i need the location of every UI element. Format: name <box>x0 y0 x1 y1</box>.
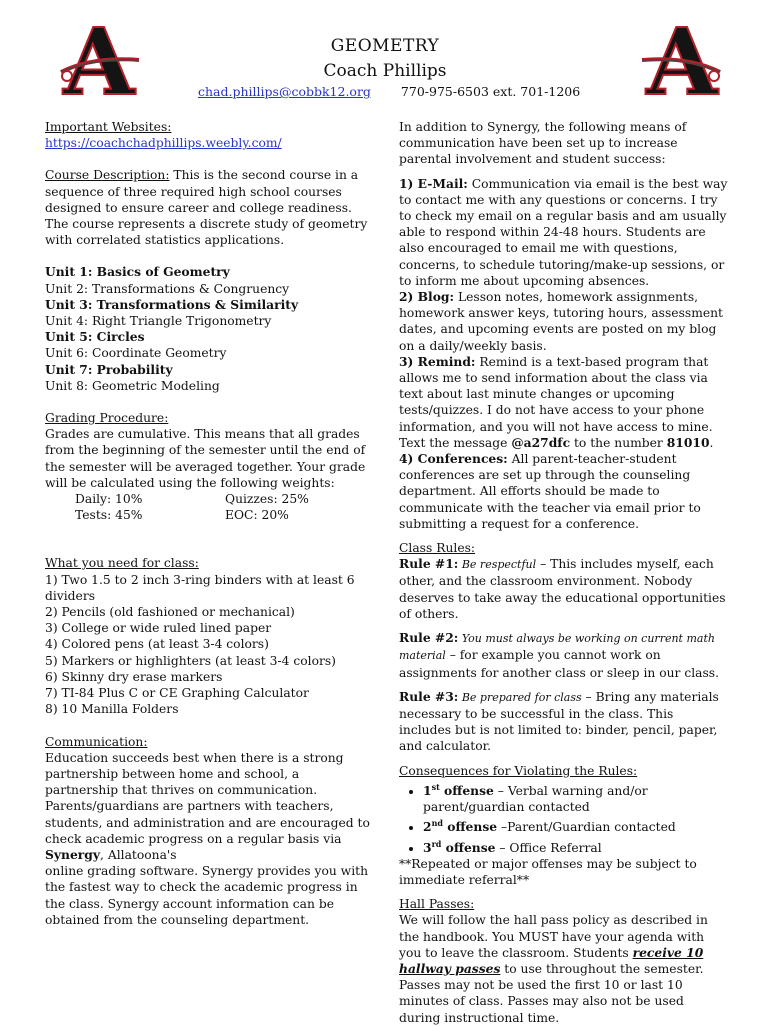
right-column <box>399 119 729 1026</box>
unit-item: Unit 4: Right Triangle Trigonometry <box>45 314 272 329</box>
rule-2: Rule #2: You must always be working on current math material – for example you cannot work on assignments for another class or sleep in our class. <box>399 630 720 680</box>
rule-3: Rule #3: Be prepared for class – Bring any materials necessary to be successful in the class. This includes but is not limited to: binder, pencil, paper, and calculator. <box>399 688 719 754</box>
supply-item: 5) Markers or highlighters (at least 3-4 colors) <box>45 653 336 668</box>
unit-item: Unit 8: Geometric Modeling <box>45 378 220 393</box>
supplies-list <box>45 572 375 718</box>
email-section: 1) E-Mail: Communication via email is the best way to contact me with any questions or concerns. I try to check my email on a regular basis and am usually able to respond within 24-48 hours. Students are also encouraged to email me with questions, concerns, to schedule tutoring/make-up sessions, or to inform me about upcoming absences. <box>399 175 728 288</box>
phone-number: 770-975-6503 ext. 701-1206 <box>400 84 581 99</box>
grading-heading: Grading Procedure: <box>45 411 169 426</box>
school-logo-left <box>53 20 145 98</box>
hall-passes-text: We will follow the hall pass policy as described in the handbook. You MUST have your agenda with you to leave the classroom. Students receive 10 hallway passes to use throughout the semester. Passes may not be used the first 10 or last 10 minutes of class. Passes may also not be used during instructional time. <box>399 913 708 1025</box>
grade-weights <box>45 491 375 523</box>
consequences-heading: Consequences for Violating the Rules: <box>399 763 638 778</box>
website-link[interactable]: https://coachchadphillips.weebly.com/ <box>45 136 282 151</box>
email-link[interactable]: chad.phillips@cobbk12.org <box>198 84 371 99</box>
remind-section: 3) Remind: Remind is a text-based program that allows me to send information about the class via text about last minute changes or upcoming tests/quizzes. I do not have access to your phone information, and you will not have access to mine. Text the message @a27dfc to the number 81010. <box>399 353 714 450</box>
communication-text-2: online grading software. Synergy provides you with the fastest way to check the academic progress in the class. Synergy account information can be obtained from the counseling department. <box>45 864 368 927</box>
school-logo-right <box>636 20 728 98</box>
unit-item: Unit 1: Basics of Geometry <box>45 264 230 280</box>
logo-letter: A <box>63 20 135 98</box>
weight-tests: Tests: 45% <box>75 508 143 523</box>
supply-item: 2) Pencils (old fashioned or mechanical) <box>45 605 295 620</box>
rule-1: Rule #1: Be respectful – This includes myself, each other, and the classroom environment. Nobody deserves to take away the educational opportunities of others. <box>399 556 726 621</box>
unit-item: Unit 2: Transformations & Congruency <box>45 281 290 296</box>
supply-item: 1) Two 1.5 to 2 inch 3-ring binders with at least 6 dividers <box>45 572 355 603</box>
websites-heading: Important Websites: <box>45 120 172 134</box>
unit-item: Unit 3: Transformations & Similarity <box>45 296 299 312</box>
weight-eoc: EOC: 20% <box>225 508 289 523</box>
offense-item: • 3rd offense – Office Referral <box>423 836 729 856</box>
weight-daily: Daily: 10% <box>75 492 143 507</box>
conferences-section: 4) Conferences: All parent-teacher-student conferences are set up through the counseling department. All efforts should be made to communicate with the teacher via email prior to submitting a request for a conference. <box>399 451 701 531</box>
hall-passes-heading: Hall Passes: <box>399 897 475 912</box>
need-heading: What you need for class: <box>45 556 199 571</box>
course-desc-text: This is the second course in a sequence of three required high school courses designed to ensure career and college readiness. The course represents a discrete study of geometry with correlated statistics applications. <box>45 168 368 248</box>
grading-text: Grades are cumulative. This means that all grades from the beginning of the semester until the end of the semester will be averaged together. Your grade will be calculated using the following weights: <box>45 427 366 490</box>
communication-intro: In addition to Synergy, the following means of communication have been set up to increase parental involvement and student success: <box>399 120 687 167</box>
supply-item: 6) Skinny dry erase markers <box>45 669 223 684</box>
page-subtitle: Coach Phillips <box>323 61 447 81</box>
supply-item: 8) 10 Manilla Folders <box>45 702 179 717</box>
offenses-list <box>399 779 729 856</box>
unit-item: Unit 6: Coordinate Geometry <box>45 346 227 361</box>
course-description <box>45 167 375 248</box>
weight-quizzes: Quizzes: 25% <box>225 492 309 507</box>
offense-item: • 2nd offense –Parent/Guardian contacted <box>423 815 729 835</box>
logo-letter: A <box>646 20 718 98</box>
class-rules-heading: Class Rules: <box>399 541 476 556</box>
supply-item: 3) College or wide ruled lined paper <box>45 621 272 636</box>
supply-item: 4) Colored pens (at least 3-4 colors) <box>45 637 269 652</box>
unit-item: Unit 7: Probability <box>45 361 173 377</box>
course-desc-label: Course Description: <box>45 168 170 183</box>
offense-item: • 1st offense – Verbal warning and/or parent/guardian contacted <box>423 779 729 816</box>
contact-line <box>198 84 580 99</box>
left-column <box>45 119 375 928</box>
unit-item: Unit 5: Circles <box>45 329 145 345</box>
supply-item: 7) TI-84 Plus C or CE Graphing Calculator <box>45 686 309 701</box>
communication-text: Education succeeds best when there is a strong partnership between home and school, a partnership that thrives on communication. Parents/guardians are partners with teachers, students, and administration and are encouraged to check academic progress on a regular basis via Synergy, Allatoona's <box>45 750 370 862</box>
consequences-note: **Repeated or major offenses may be subject to immediate referral** <box>399 856 697 888</box>
units-list <box>45 264 375 394</box>
blog-section: 2) Blog: Lesson notes, homework assignments, homework answer keys, tutoring hours, assessment dates, and upcoming events are posted on my blog on a daily/weekly basis. <box>399 289 724 353</box>
page-title: GEOMETRY <box>330 36 440 56</box>
communication-heading: Communication: <box>45 734 148 749</box>
